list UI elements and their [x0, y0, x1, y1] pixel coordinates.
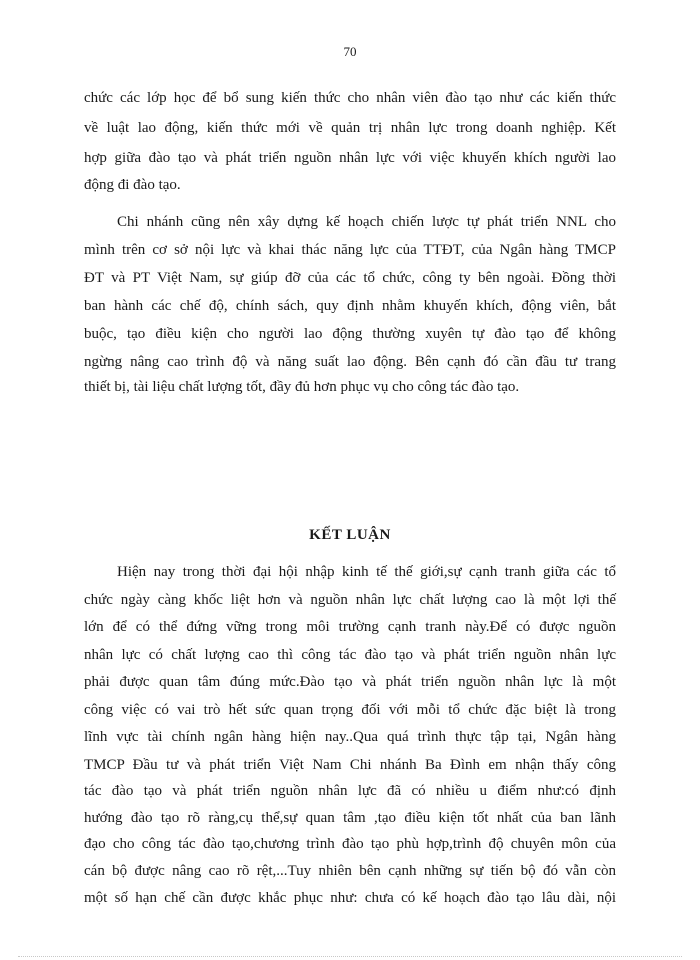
text-line: cán bộ được nâng cao rõ rệt,...Tuy nhiên bên cạnh những sự tiến bộ đó vẫn còn: [84, 863, 616, 879]
text-line: ĐT và PT Việt Nam, sự giúp đỡ của các tổ chức, công ty bên ngoài. Đồng thời: [84, 270, 616, 286]
text-line: ngừng nâng cao trình độ và năng suất lao động. Bên cạnh đó cần đầu tư trang: [84, 354, 616, 370]
text-line: lĩnh vực tài chính ngân hàng hiện nay..Qua quá trình thực tập tại, Ngân hàng: [84, 729, 616, 745]
text-line: Chi nhánh cũng nên xây dựng kế hoạch chiến lược tự phát triển NNL cho: [117, 214, 616, 230]
page-bottom-rule: [18, 956, 682, 957]
text-line: chức các lớp học để bổ sung kiến thức cho nhân viên đào tạo như các kiến thức: [84, 90, 616, 106]
text-line: mình trên cơ sở nội lực và khai thác năng lực của TTĐT, của Ngân hàng TMCP: [84, 242, 616, 258]
text-line: động đi đào tạo.: [84, 177, 181, 193]
text-line: công việc có vai trò hết sức quan trọng đối với mỗi tổ chức đặc biệt là trong: [84, 702, 616, 718]
text-line: hướng đào tạo rõ ràng,cụ thể,sự quan tâm ,tạo điều kiện tốt nhất của ban lãnh: [84, 810, 616, 826]
text-line: Hiện nay trong thời đại hội nhập kinh tế thế giới,sự cạnh tranh giữa các tổ: [117, 564, 616, 580]
text-line: hợp giữa đào tạo và phát triển nguồn nhân lực với việc khuyến khích người lao: [84, 150, 616, 166]
text-line: một số hạn chế cần được khắc phục như: chưa có kế hoạch đào tạo lâu dài, nội: [84, 890, 616, 906]
text-line: ban hành các chế độ, chính sách, quy định nhằm khuyến khích, động viên, bắt: [84, 298, 616, 314]
text-line: thiết bị, tài liệu chất lượng tốt, đầy đủ hơn phục vụ cho công tác đào tạo.: [84, 379, 520, 395]
text-line: nhân lực có chất lượng cao thì công tác đào tạo và phát triển nguồn nhân lực: [84, 647, 616, 663]
text-line: chức ngày càng khốc liệt hơn và nguồn nhân lực chất lượng cao là một lợi thế: [84, 592, 616, 608]
text-line: đạo cho công tác đào tạo,chương trình đào tạo phù hợp,trình độ chuyên môn của: [84, 836, 616, 852]
text-line: về luật lao động, kiến thức mới về quản trị nhân lực trong doanh nghiệp. Kết: [84, 120, 616, 136]
text-line: buộc, tạo điều kiện cho người lao động thường xuyên tự đào tạo để không: [84, 326, 616, 342]
text-line: phải được quan tâm đúng mức.Đào tạo và phát triển nguồn nhân lực là một: [84, 674, 616, 690]
text-line: TMCP Đầu tư và phát triển Việt Nam Chi nhánh Ba Đình em nhận thấy công: [84, 757, 616, 773]
section-heading: KẾT LUẬN: [309, 527, 391, 543]
text-line: tác đào tạo và phát triển nguồn nhân lực đã có nhiều u điểm như:có định: [84, 783, 616, 799]
text-line: lớn để có thể đứng vững trong môi trường cạnh tranh này.Để có được nguồn: [84, 619, 616, 635]
page-number: 70: [343, 44, 357, 59]
